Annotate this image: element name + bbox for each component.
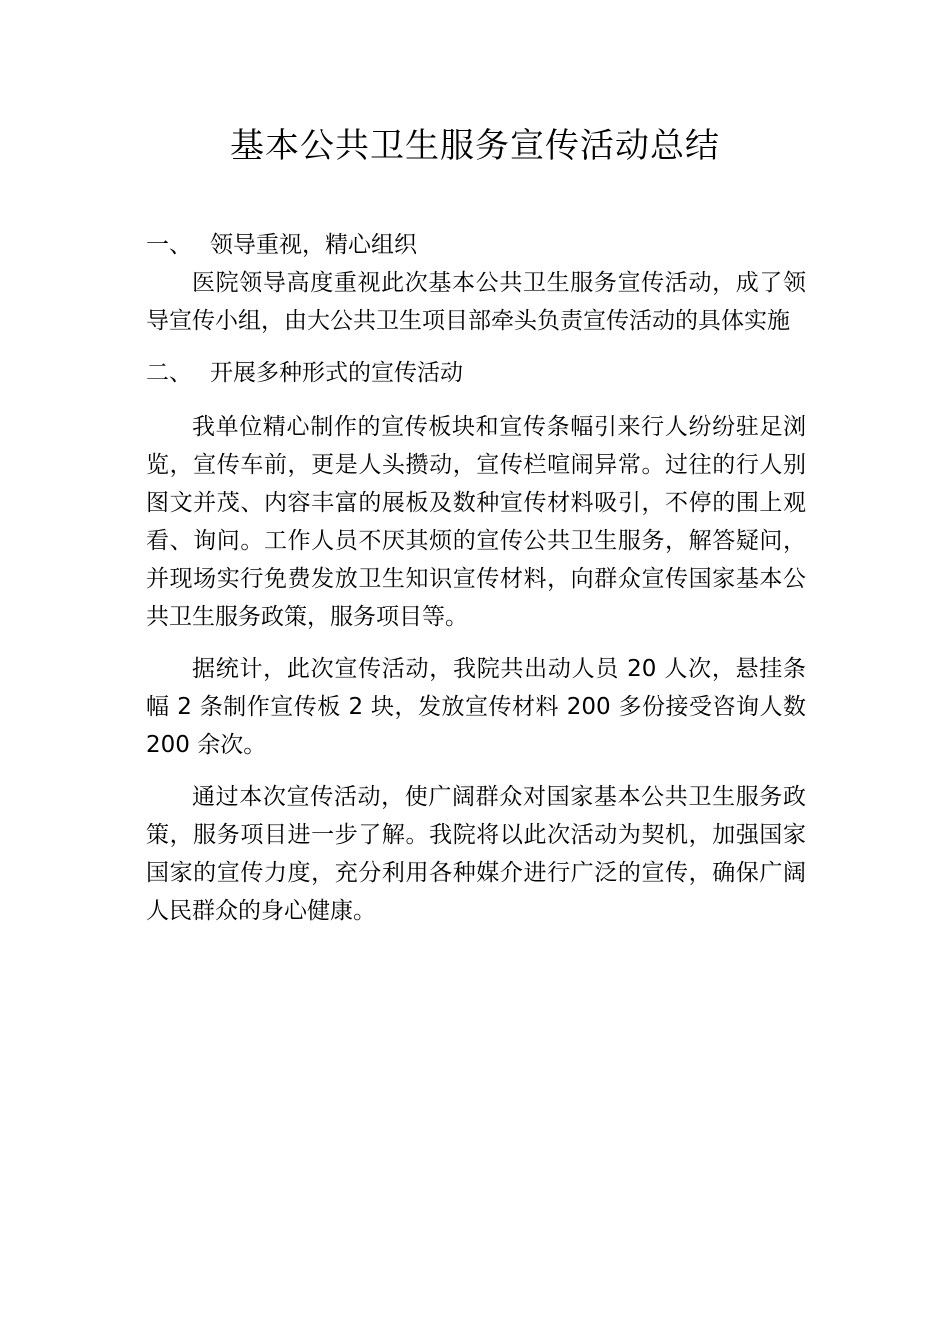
section-heading-1 (146, 226, 806, 264)
section-heading-text-1: 领导重视，精心组织 (210, 232, 417, 258)
document-title: 基本公共卫生服务宣传活动总结 (230, 126, 720, 166)
document-body (146, 226, 806, 930)
section-2-paragraph-2: 据统计，此次宣传活动，我院共出动人员 20 人次，悬挂条幅 2 条制作宣传板 2 块，发放宣传材料 200 多份接受咨询人数 200 余次。 (146, 656, 806, 758)
section-1-paragraph-1: 医院领导高度重视此次基本公共卫生服务宣传活动，成了领导宣传小组，由大公共卫生项目部牵头负责宣传活动的具体实施 (146, 270, 806, 334)
section-2-paragraph-3: 通过本次宣传活动，使广阔群众对国家基本公共卫生服务政策，服务项目进一步了解。我院将以此次活动为契机，加强国家国家的宣传力度，充分利用各种媒介进行广泛的宣传，确保广阔人民群众的身心健康。 (146, 784, 806, 924)
section-2-paragraph-1: 我单位精心制作的宣传板块和宣传条幅引来行人纷纷驻足浏览，宣传车前，更是人头攒动，宣传栏喧闹异常。过往的行人别图文并茂、内容丰富的展板及数种宣传材料吸引，不停的围上观看、询问。工作人员不厌其烦的宣传公共卫生服务，解答疑问，并现场实行免费发放卫生知识宣传材料，向群众宣传国家基本公共卫生服务政策，服务项目等。 (146, 414, 806, 630)
section-heading-text-2: 开展多种形式的宣传活动 (210, 360, 463, 386)
section-number-2: 二、 (146, 360, 192, 386)
section-number-1: 一、 (146, 232, 192, 258)
section-heading-2 (146, 354, 806, 392)
